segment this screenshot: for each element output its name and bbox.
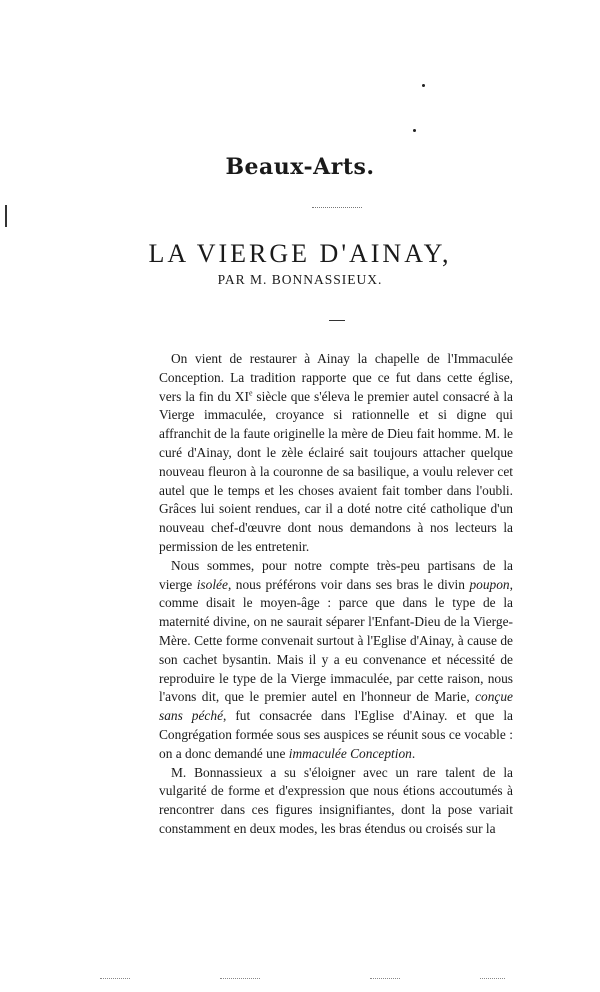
superscript: e bbox=[248, 388, 253, 398]
text-run: . bbox=[411, 745, 416, 761]
text-run: M. Bonnassieux a su s'éloigner avec un rare talent de la vulgarité de forme et d'expression que nous étions accoutumés à rencontrer dans ces figures insignifiantes, dont la pose variait constamment en deux modes, les bras étendus ou croisés sur la bbox=[159, 764, 513, 836]
text-run: siècle que s'éleva le premier autel consacré à la Vierge immaculée, croyance si rationnelle et si digne qui affranchit de la faute originelle la mère de Dieu fait homme. M. le curé d'Ainay, dont le zèle éclairé sait toujours attacher quelque nouveau fleuron à la couronne de sa basilique, a voulu relever cet autel que le temps et les choses avaient fait tomber dans l'oubli. Grâces lui soient rendues, car il a doté notre cité catholique d'un nouveau chef-d'œuvre dont nous demandons à nos lecteurs la permission de les entretenir. bbox=[159, 388, 513, 554]
paragraph-1 bbox=[159, 350, 513, 557]
text-run: , nous préférons voir dans ses bras le divin bbox=[227, 576, 470, 592]
ink-speck bbox=[422, 84, 425, 87]
bottom-edge-marks bbox=[40, 978, 560, 980]
italic-text: immaculée Conception bbox=[288, 745, 412, 761]
text-run: , fut consacrée dans l'Eglise d'Ainay. et que la Congrégation formée sous ses auspices se réunit sous ce vocable : on a donc demandé une bbox=[159, 708, 513, 761]
edge-dash bbox=[370, 978, 400, 979]
article-title: LA VIERGE D'AINAY, bbox=[148, 239, 452, 269]
margin-mark bbox=[5, 205, 7, 227]
italic-text: isolée bbox=[196, 576, 228, 592]
text-run: Nous sommes, pour notre compte très-peu partisans de la vierge bbox=[159, 557, 513, 592]
text-run: On vient de restaurer à Ainay la chapelle de l'Immaculée Conception. La tradition rapporte que ce fut dans cette église, vers la fin du XI bbox=[159, 351, 513, 404]
title-separator bbox=[329, 320, 345, 321]
ink-speck bbox=[413, 129, 416, 132]
paragraph-2 bbox=[159, 557, 513, 764]
article-byline: PAR M. BONNASSIEUX. bbox=[217, 272, 383, 287]
edge-dash bbox=[480, 978, 505, 979]
paragraph-3 bbox=[159, 764, 513, 839]
section-heading: Beaux-Arts. bbox=[225, 154, 375, 180]
edge-dash bbox=[100, 978, 130, 979]
heading-divider bbox=[312, 207, 362, 208]
edge-dash bbox=[220, 978, 260, 979]
italic-text: poupon bbox=[469, 576, 510, 592]
text-run: , comme disait le moyen-âge : parce que dans le type de la maternité divine, on ne saurait séparer l'Enfant-Dieu de la Vierge-Mère. Cette forme convenait surtout à l'Eglise d'Ainay, à cause de son cachet bysantin. Mais il y a eu convenance et nécessité de reproduire le type de la Vierge immaculée, par cette raison, nous l'avons dit, que le premier autel en l'honneur de Marie, bbox=[159, 576, 513, 705]
article-body bbox=[159, 350, 513, 839]
italic-text: conçue sans péché bbox=[159, 689, 513, 724]
